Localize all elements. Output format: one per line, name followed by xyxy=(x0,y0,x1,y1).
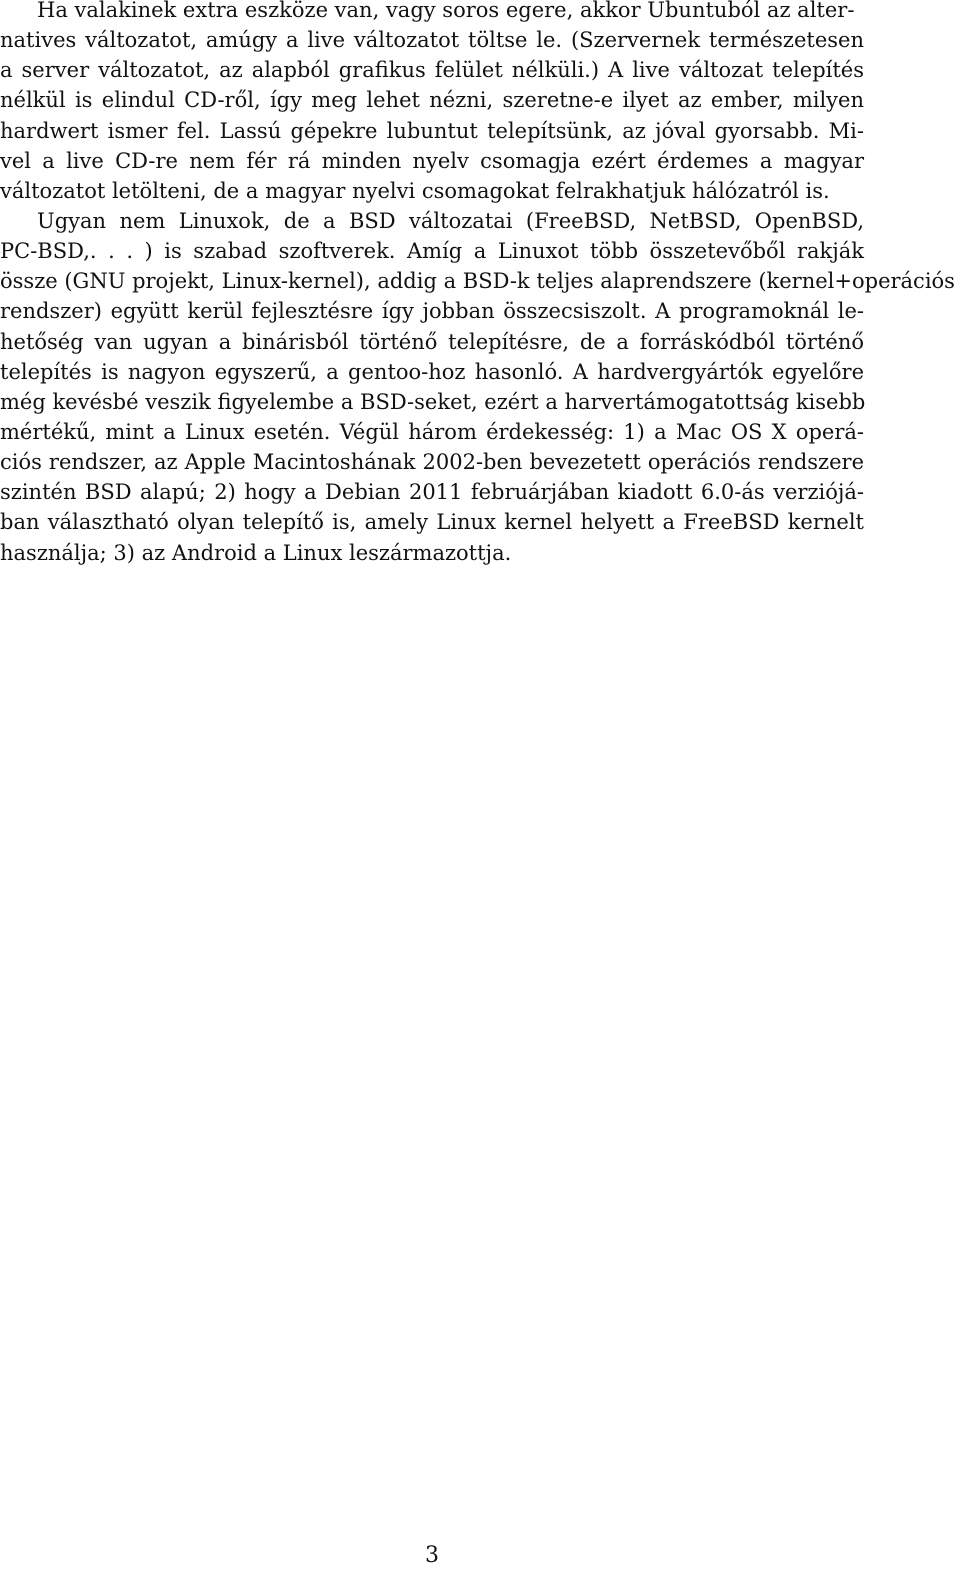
text-line: ban választható olyan telepítő is, amely Linux kernel helyett a FreeBSD kernelt xyxy=(0,510,864,535)
text-line: Ugyan nem Linuxok, de a BSD változatai (FreeBSD, NetBSD, OpenBSD, xyxy=(37,208,864,233)
text-line: változatot letölteni, de a magyar nyelvi csomagokat felrakhatjuk hálózatról is. xyxy=(0,178,830,203)
text-line: Ha valakinek extra eszköze van, vagy soros egere, akkor Ubuntuból az alter- xyxy=(37,0,855,22)
text-line: hetőség van ugyan a binárisból történő telepítésre, de a forráskódból történő xyxy=(0,329,864,354)
text-line: vel a live CD-re nem fér rá minden nyelv csomagja ezért érdemes a magyar xyxy=(0,148,864,173)
text-line: nélkül is elindul CD-ről, így meg lehet nézni, szeretne-e ilyet az ember, milyen xyxy=(0,88,864,113)
text-line: rendszer) együtt kerül fejlesztésre így jobban összecsiszolt. A programoknál le- xyxy=(0,299,864,324)
text-line: mértékű, mint a Linux esetén. Végül három érdekesség: 1) a Mac OS X operá- xyxy=(0,419,864,444)
body-text xyxy=(0,0,960,568)
text-line: össze (GNU projekt, Linux-kernel), addig a BSD-k teljes alaprendszere (kernel+operációs xyxy=(0,269,955,294)
text-line: szintén BSD alapú; 2) hogy a Debian 2011 februárjában kiadott 6.0-ás verziójá- xyxy=(0,480,864,505)
text-line: ciós rendszer, az Apple Macintoshának 2002-ben bevezetett operációs rendszere xyxy=(0,450,864,475)
text-line: még kevésbé veszik figyelembe a BSD-seket, ezért a harvertámogatottság kisebb xyxy=(0,389,866,414)
text-line: a server változatot, az alapból grafikus felület nélküli.) A live változat telepítés xyxy=(0,58,864,83)
page-number: 3 xyxy=(425,1543,439,1568)
text-line: natives változatot, amúgy a live változatot töltse le. (Szervernek természetesen xyxy=(0,28,864,53)
text-line: telepítés is nagyon egyszerű, a gentoo-hoz hasonló. A hardvergyártók egyelőre xyxy=(0,359,864,384)
text-line: használja; 3) az Android a Linux leszármazottja. xyxy=(0,540,512,565)
text-line: PC-BSD,. . . ) is szabad szoftverek. Amíg a Linuxot több összetevőből rakják xyxy=(0,239,864,264)
text-line: hardwert ismer fel. Lassú gépekre lubuntut telepítsünk, az jóval gyorsabb. Mi- xyxy=(0,118,864,143)
